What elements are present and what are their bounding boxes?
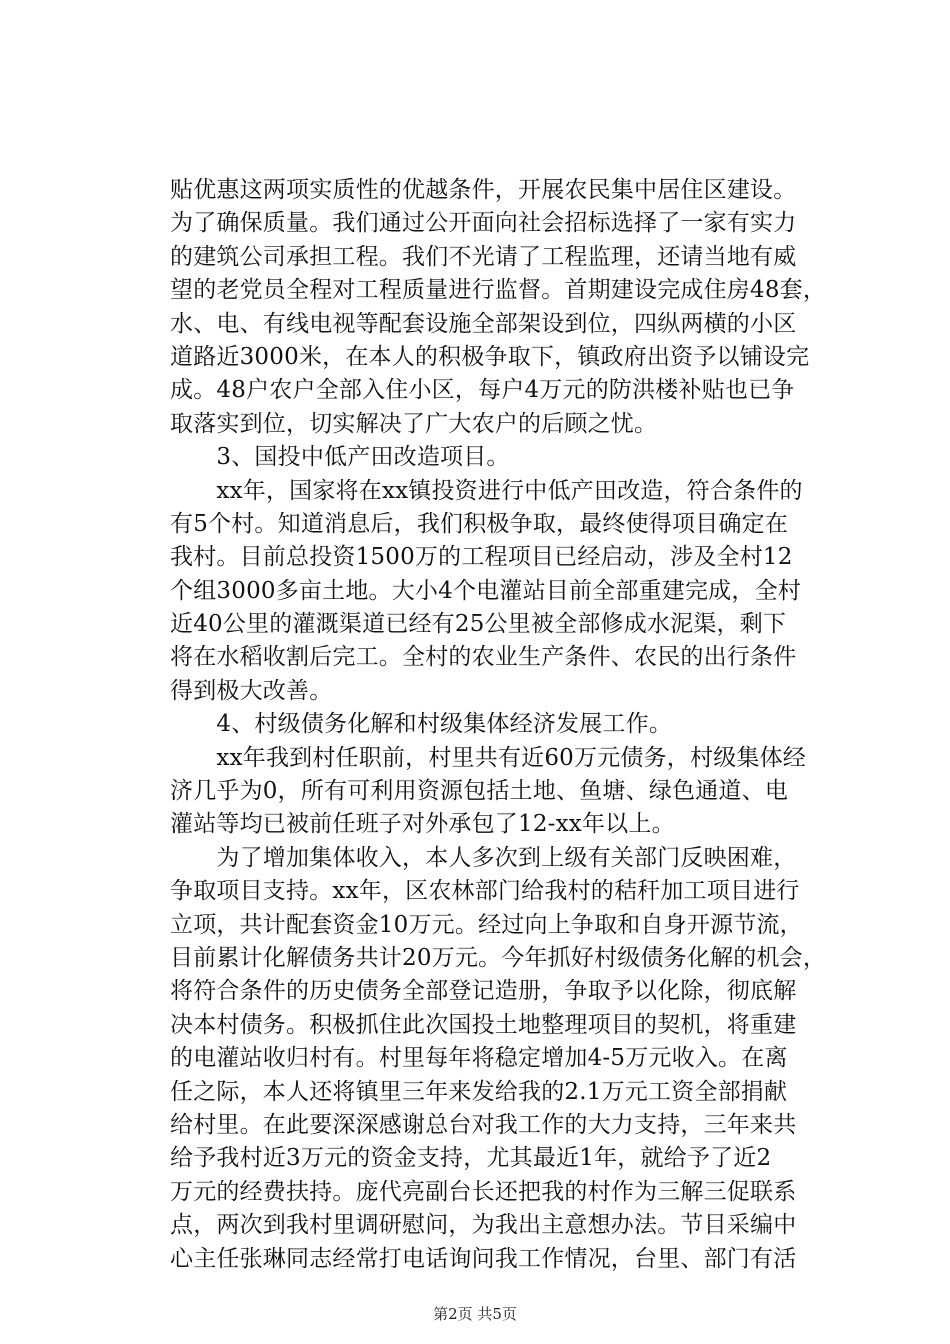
text-line: 个组3000多亩土地。大小4个电灌站目前全部重建完成，全村 bbox=[170, 577, 801, 604]
text-line: 为了确保质量。我们通过公开面向社会招标选择了一家有实力 bbox=[170, 210, 797, 237]
text-line: 水、电、有线电视等配套设施全部架设到位，四纵两横的小区 bbox=[170, 310, 797, 337]
text-line: 得到极大改善。 bbox=[170, 677, 333, 704]
text-line: 取落实到位，切实解决了广大农户的后顾之忧。 bbox=[170, 410, 658, 437]
text-line: xx年我到村任职前，村里共有近60万元债务，村级集体经 bbox=[170, 744, 807, 771]
text-line: 道路近3000米，在本人的积极争取下，镇政府出资予以铺设完 bbox=[170, 343, 810, 370]
body-text bbox=[170, 174, 838, 1276]
text-line: 给予我村近3万元的资金支持，尤其最近1年，就给予了近2 bbox=[170, 1145, 772, 1172]
text-line: 望的老党员全程对工程质量进行监督。首期建设完成住房48套， bbox=[170, 277, 827, 304]
text-line: 为了增加集体收入，本人多次到上级有关部门反映困难， bbox=[170, 844, 797, 871]
text-line: 争取项目支持。xx年，区农林部门给我村的秸秆加工项目进行 bbox=[170, 878, 800, 905]
text-line: 的电灌站收归村有。村里每年将稳定增加4-5万元收入。在离 bbox=[170, 1045, 788, 1072]
text-line: 决本村债务。积极抓住此次国投土地整理项目的契机，将重建 bbox=[170, 1011, 797, 1038]
text-line: 将在水稻收割后完工。全村的农业生产条件、农民的出行条件 bbox=[170, 644, 797, 671]
text-line: 点，两次到我村里调研慰问，为我出主意想办法。节目采编中 bbox=[170, 1212, 797, 1239]
text-line: 万元的经费扶持。庞代亮副台长还把我的村作为三解三促联系 bbox=[170, 1178, 797, 1205]
page-number: 第2页 共5页 bbox=[433, 1305, 517, 1323]
text-line: 近40公里的灌溉渠道已经有25公里被全部修成水泥渠，剩下 bbox=[170, 611, 787, 638]
section-heading: 4、村级债务化解和村级集体经济发展工作。 bbox=[170, 711, 673, 738]
text-line: 将符合条件的历史债务全部登记造册，争取予以化除，彻底解 bbox=[170, 978, 797, 1005]
text-line: 目前累计化解债务共计20万元。今年抓好村级债务化解的机会， bbox=[170, 944, 827, 971]
text-line: 的建筑公司承担工程。我们不光请了工程监理，还请当地有威 bbox=[170, 243, 797, 270]
text-line: 贴优惠这两项实质性的优越条件，开展农民集中居住区建设。 bbox=[170, 177, 797, 203]
text-line: 立项，共计配套资金10万元。经过向上争取和自身开源节流， bbox=[170, 911, 803, 938]
section-heading: 3、国投中低产田改造项目。 bbox=[170, 444, 510, 471]
text-line: 灌站等均已被前任班子对外承包了12-xx年以上。 bbox=[170, 811, 675, 838]
text-line: 心主任张琳同志经常打电话询问我工作情况，台里、部门有活 bbox=[170, 1245, 797, 1272]
text-line: 任之际，本人还将镇里三年来发给我的2.1万元工资全部捐献 bbox=[170, 1078, 788, 1105]
text-line: 成。48户农户全部入住小区，每户4万元的防洪楼补贴也已争 bbox=[170, 377, 795, 404]
text-line: 给村里。在此要深深感谢总台对我工作的大力支持，三年来共 bbox=[170, 1111, 797, 1138]
text-line: 济几乎为0，所有可利用资源包括土地、鱼塘、绿色通道、电 bbox=[170, 778, 789, 805]
text-line: 我村。目前总投资1500万的工程项目已经启动，涉及全村12 bbox=[170, 544, 793, 571]
text-line: xx年，国家将在xx镇投资进行中低产田改造，符合条件的 bbox=[170, 477, 803, 504]
text-line: 有5个村。知道消息后，我们积极争取，最终使得项目确定在 bbox=[170, 510, 789, 537]
